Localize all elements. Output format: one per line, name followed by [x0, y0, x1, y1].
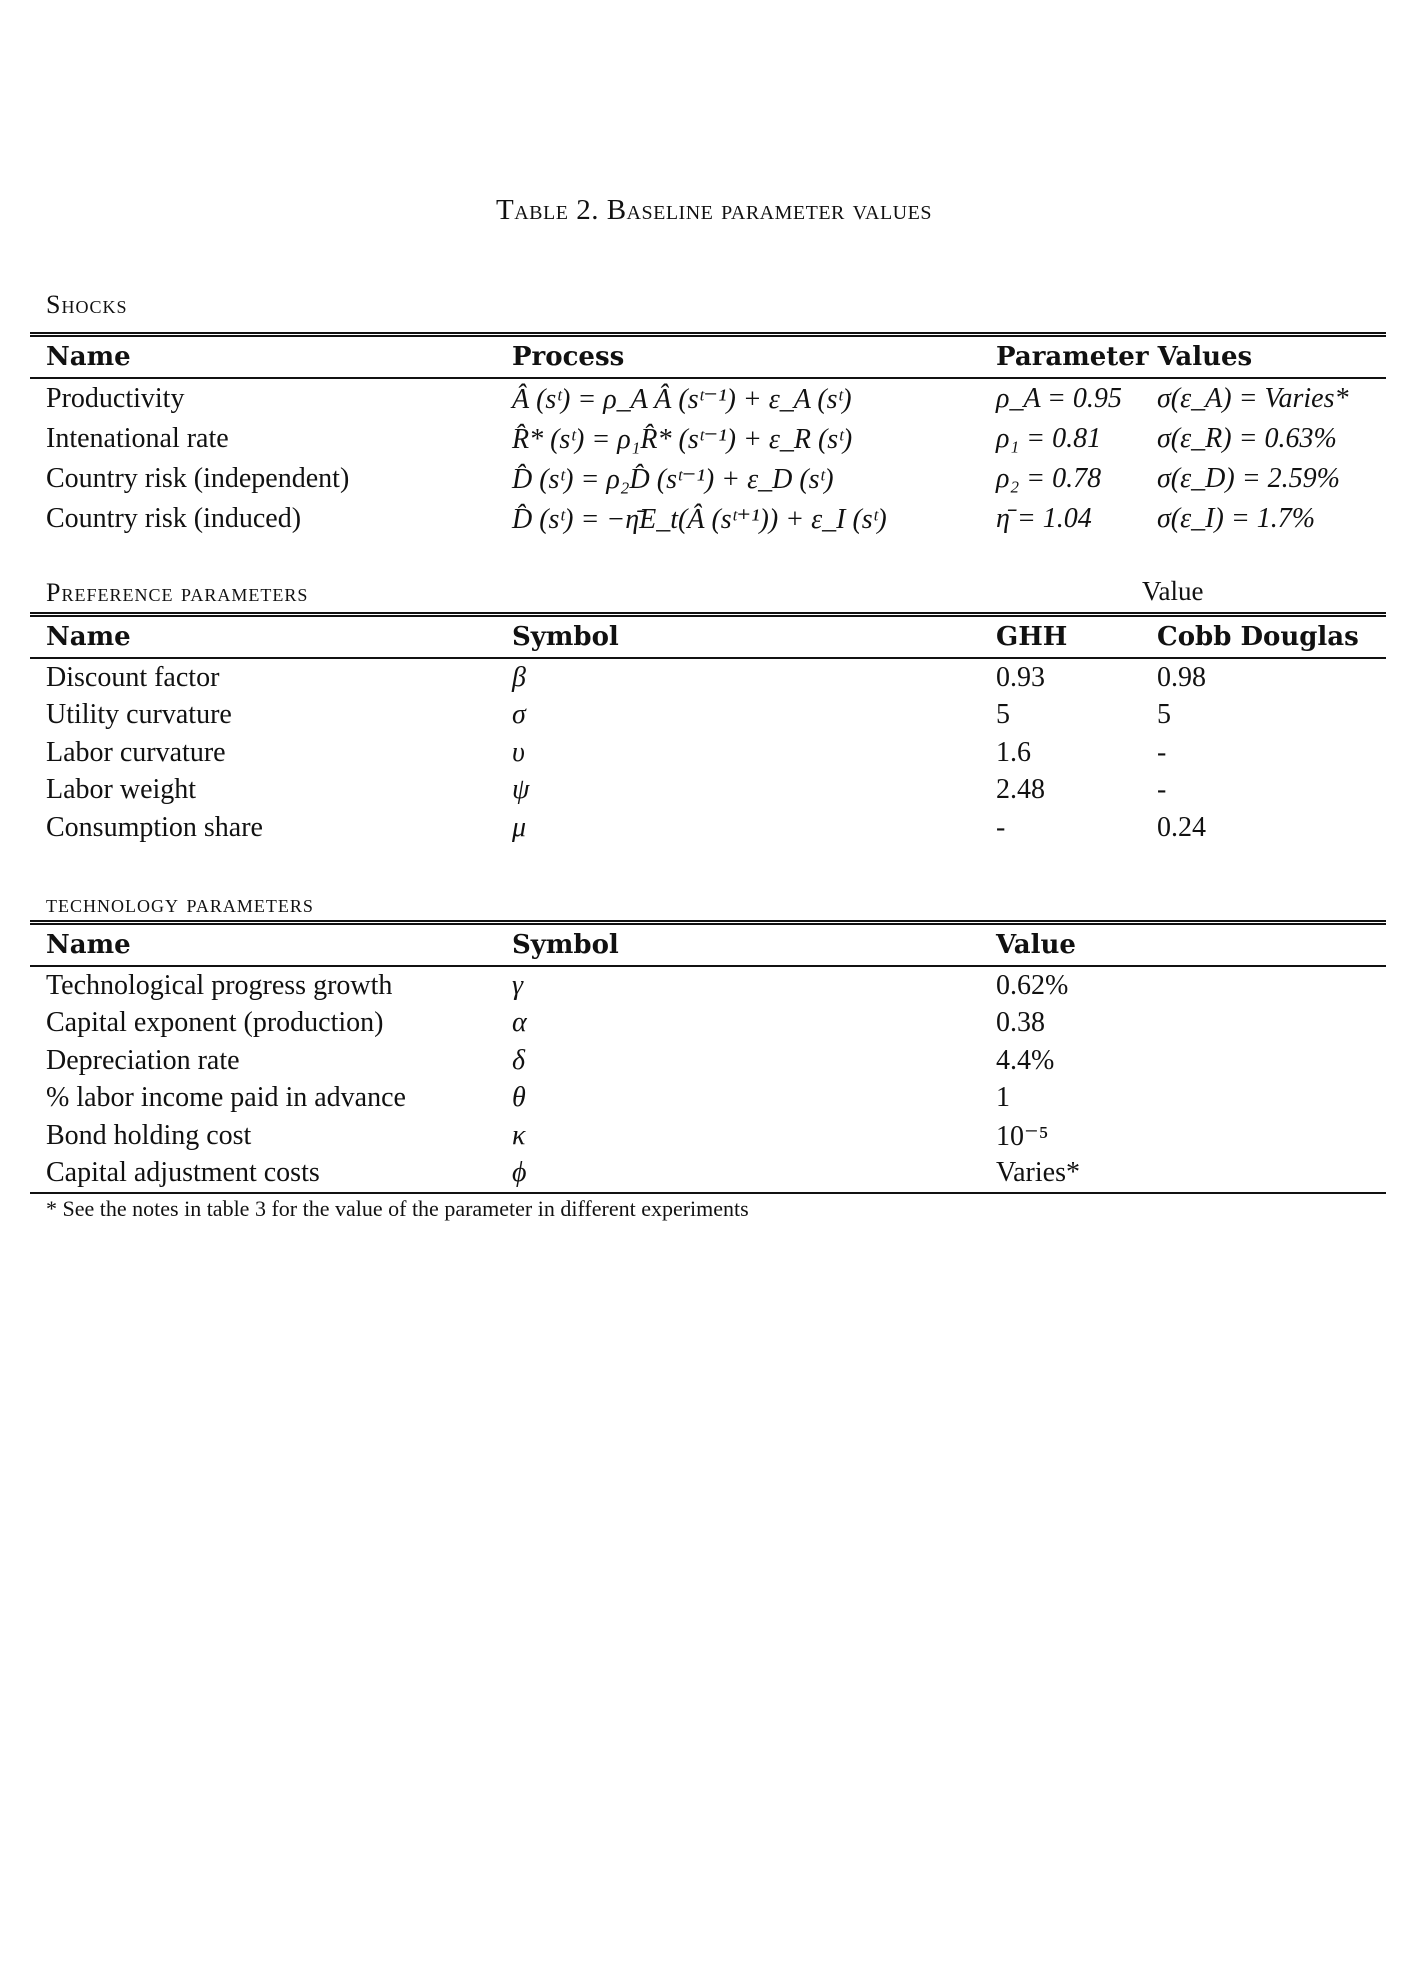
technology-heading: technology parameters	[46, 889, 314, 918]
cobb-douglas-value: -	[1157, 774, 1167, 806]
preference-value-label: Value	[1142, 576, 1204, 606]
table-row	[30, 499, 1386, 539]
parameter-symbol: ψ	[512, 774, 530, 806]
parameter-value: 1	[996, 1082, 1010, 1114]
parameter-symbol: μ	[512, 811, 527, 843]
parameter-symbol: ϕ	[496, 1155, 980, 1194]
column-header-name: Name	[30, 923, 496, 967]
preference-heading: Preference parameters	[46, 578, 309, 607]
parameter-name: Utility curvature	[46, 699, 232, 731]
parameter-value: 0.62%	[996, 969, 1069, 1001]
parameter-name: Discount factor	[46, 661, 220, 693]
parameter-value: 10⁻⁵	[996, 1120, 1049, 1152]
table-row	[30, 1155, 1386, 1194]
shock-name: Productivity	[46, 383, 185, 414]
technology-table	[30, 920, 1386, 1194]
column-header-symbol: Symbol	[496, 923, 980, 967]
shock-volatility: σ(ε_A) = Varies*	[1157, 383, 1349, 414]
cobb-douglas-value: 0.98	[1157, 661, 1206, 693]
cobb-douglas-value: 5	[1157, 699, 1171, 731]
shocks-header-row	[30, 335, 1386, 379]
parameter-value: Varies*	[980, 1155, 1386, 1194]
parameter-symbol: σ	[512, 699, 526, 731]
table-row	[30, 1005, 1386, 1043]
shock-process: Â (sᵗ) = ρ_A Â (sᵗ⁻¹) + ε_A (sᵗ)	[512, 384, 852, 415]
ghh-value: 1.6	[996, 736, 1031, 768]
parameter-name: Bond holding cost	[46, 1119, 252, 1151]
shock-persistence: ρ_A = 0.95	[996, 383, 1122, 414]
ghh-value: 2.48	[996, 774, 1045, 806]
shocks-table	[30, 332, 1386, 539]
table-row	[30, 419, 1386, 459]
parameter-name: Capital adjustment costs	[30, 1155, 496, 1194]
table-row	[30, 378, 1386, 419]
ghh-value: -	[996, 811, 1006, 843]
parameter-symbol: γ	[512, 969, 524, 1001]
table-row	[30, 734, 1386, 772]
ghh-value: 0.93	[996, 661, 1045, 693]
ghh-value: 5	[996, 699, 1010, 731]
parameter-name: Labor weight	[46, 774, 197, 806]
table-row	[30, 1042, 1386, 1080]
shock-volatility: σ(ε_D) = 2.59%	[1157, 463, 1340, 494]
table-row	[30, 658, 1386, 697]
shock-process: D̂ (sᵗ) = ρ₂D̂ (sᵗ⁻¹) + ε_D (sᵗ)	[512, 464, 834, 495]
table-row	[30, 1080, 1386, 1118]
parameter-symbol: θ	[512, 1082, 526, 1114]
table-row	[30, 772, 1386, 810]
parameter-name: % labor income paid in advance	[46, 1082, 406, 1114]
parameter-symbol: δ	[512, 1044, 526, 1076]
shock-volatility: σ(ε_I) = 1.7%	[1157, 503, 1316, 534]
parameter-symbol: υ	[512, 736, 525, 768]
table-footnote: * See the notes in table 3 for the value of the parameter in different experiments	[46, 1196, 749, 1221]
table-row	[30, 1117, 1386, 1155]
column-header-name: Name	[30, 335, 496, 379]
column-header-cobb-douglas: Cobb Douglas	[1141, 615, 1386, 659]
shock-process: D̂ (sᵗ) = −η̄E_t(Â (sᵗ⁺¹)) + ε_I (sᵗ)	[512, 504, 887, 535]
shock-volatility: σ(ε_R) = 0.63%	[1157, 423, 1337, 454]
parameter-name: Consumption share	[46, 811, 263, 843]
parameter-name: Depreciation rate	[46, 1044, 240, 1076]
shocks-heading: Shocks	[46, 290, 128, 319]
shock-persistence: ρ₂ = 0.78	[996, 463, 1102, 494]
table-row	[30, 459, 1386, 499]
parameter-value: 0.38	[996, 1007, 1045, 1039]
shock-persistence: ρ₁ = 0.81	[996, 423, 1102, 454]
column-header-value: Value	[980, 923, 1386, 967]
technology-header-row	[30, 923, 1386, 967]
cobb-douglas-value: -	[1157, 736, 1167, 768]
preference-header-row	[30, 615, 1386, 659]
column-header-parameter-values: Parameter Values	[980, 335, 1386, 379]
shock-name: Country risk (induced)	[46, 503, 302, 534]
parameter-value: 4.4%	[996, 1044, 1055, 1076]
parameter-symbol: α	[512, 1007, 527, 1039]
shock-process: R̂* (sᵗ) = ρ₁R̂* (sᵗ⁻¹) + ε_R (sᵗ)	[512, 424, 853, 455]
parameter-name: Capital exponent (production)	[46, 1007, 384, 1039]
preference-table	[30, 612, 1386, 847]
table-row	[30, 697, 1386, 735]
parameter-name: Labor curvature	[46, 736, 226, 768]
shock-name: Country risk (independent)	[46, 463, 350, 494]
table-row	[30, 809, 1386, 847]
shock-persistence: η̄ = 1.04	[996, 503, 1092, 534]
cobb-douglas-value: 0.24	[1157, 811, 1206, 843]
column-header-name: Name	[30, 615, 496, 659]
table-caption: Table 2. Baseline parameter values	[496, 194, 932, 226]
parameter-symbol: κ	[512, 1119, 526, 1151]
shock-name: Intenational rate	[46, 423, 229, 454]
column-header-symbol: Symbol	[496, 615, 980, 659]
parameter-symbol: β	[512, 661, 526, 693]
column-header-process: Process	[496, 335, 980, 379]
table-row	[30, 966, 1386, 1005]
parameter-name: Technological progress growth	[46, 969, 393, 1001]
column-header-ghh: GHH	[980, 615, 1141, 659]
